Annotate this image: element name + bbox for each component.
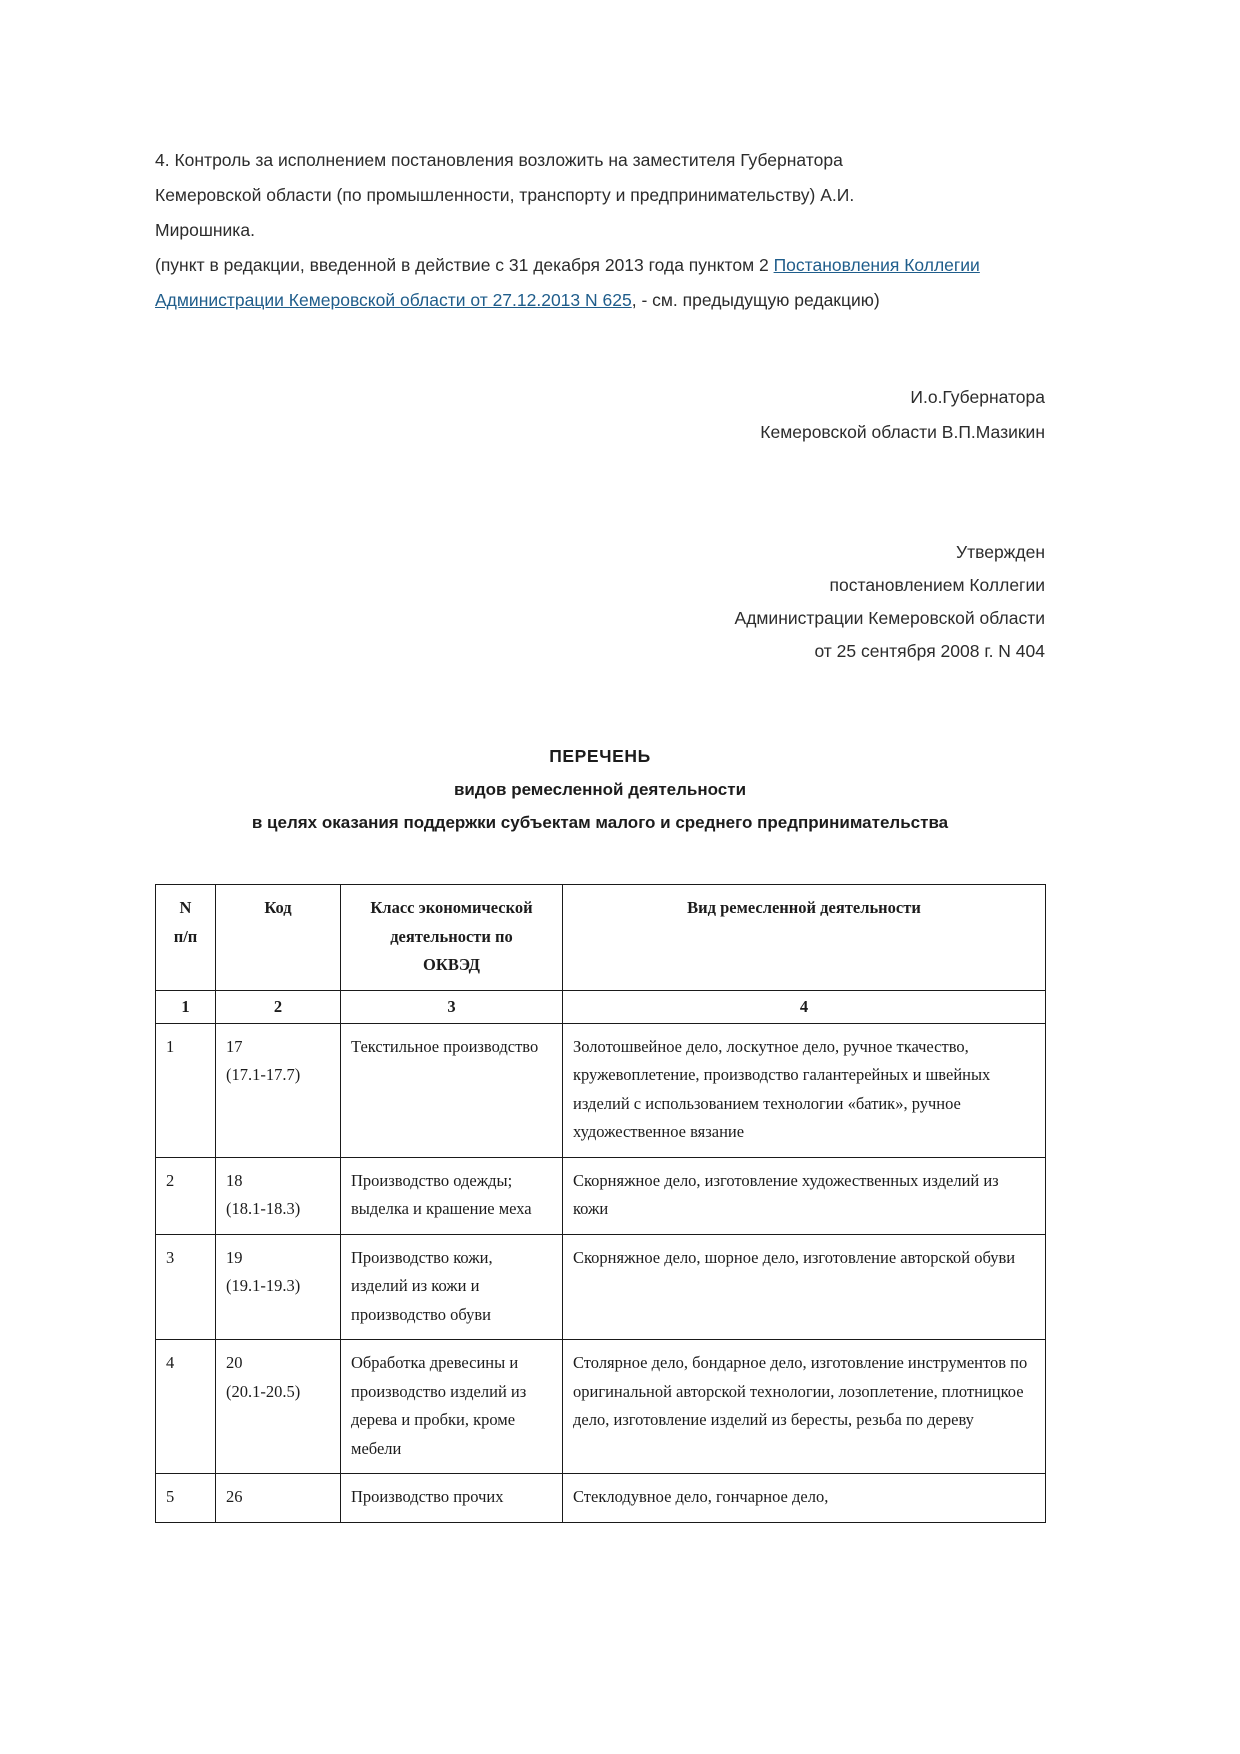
clause-line-3: Мирошника. [155, 220, 255, 240]
row-code-range: (18.1-18.3) [226, 1199, 301, 1218]
clause-line-2: Кемеровской области (по промышленности, транспорту и предпринимательству) А.И. [155, 185, 855, 205]
row-code-main: 17 [226, 1036, 243, 1056]
title-block [155, 740, 1045, 839]
header-class-line1: Класс экономической [370, 898, 533, 917]
row-number: 3 [156, 1234, 216, 1340]
row-code [216, 1474, 341, 1523]
row-code-main: 20 [226, 1353, 243, 1372]
signature-title: И.о.Губернатора [910, 387, 1045, 407]
row-code [216, 1157, 341, 1234]
clause-paragraph [155, 143, 1045, 318]
row-class: Производство прочих [341, 1474, 563, 1523]
header-number-line1: N [179, 898, 192, 917]
row-code [216, 1340, 341, 1474]
header-code: Код [216, 885, 341, 991]
table-body [156, 1023, 1046, 1522]
editorial-note-prefix: (пункт в редакции, введенной в действие с 31 декабря 2013 года пунктом 2 [155, 255, 774, 275]
row-kind: Стеклодувное дело, гончарное дело, [563, 1474, 1046, 1523]
signature-block [155, 380, 1045, 450]
page-subtitle-1: видов ремесленной деятельности [453, 780, 747, 799]
table-row [156, 1023, 1046, 1157]
page-title: ПЕРЕЧЕНЬ [549, 746, 651, 766]
colnum-1: 1 [156, 990, 216, 1023]
row-number: 2 [156, 1157, 216, 1234]
header-number [156, 885, 216, 991]
header-kind: Вид ремесленной деятельности [563, 885, 1046, 991]
table-row [156, 1234, 1046, 1340]
row-number: 1 [156, 1023, 216, 1157]
approval-line-1: Утвержден [955, 542, 1045, 562]
page-content [155, 0, 1045, 1523]
regulation-link[interactable]: Постановления Коллегии Администрации Кемеровской области от 27.12.2013 N 625 [155, 255, 980, 310]
row-class: Производство одежды; выделка и крашение меха [341, 1157, 563, 1234]
row-code-range: (19.1-19.3) [226, 1276, 301, 1295]
row-kind: Скорняжное дело, шорное дело, изготовление авторской обуви [563, 1234, 1046, 1340]
row-class: Текстильное производство [341, 1023, 563, 1157]
approval-block [155, 536, 1045, 668]
row-number: 4 [156, 1340, 216, 1474]
row-code-range: (20.1-20.5) [226, 1381, 301, 1401]
table-row [156, 1340, 1046, 1474]
table-row [156, 1157, 1046, 1234]
signature-name: Кемеровской области В.П.Мазикин [760, 422, 1045, 442]
table-header-row [156, 885, 1046, 991]
header-number-line2: п/п [173, 926, 198, 946]
row-number: 5 [156, 1474, 216, 1523]
row-class: Производство кожи, изделий из кожи и производство обуви [341, 1234, 563, 1340]
page-subtitle-2: в целях оказания поддержки субъектам малого и среднего предпринимательства [251, 813, 949, 832]
approval-line-2: постановлением Коллегии [829, 575, 1045, 595]
editorial-note-suffix: , - см. предыдущую редакцию) [631, 290, 880, 310]
header-class [341, 885, 563, 991]
table-row [156, 1474, 1046, 1523]
row-code-range: (17.1-17.7) [226, 1065, 301, 1084]
colnum-3: 3 [341, 990, 563, 1023]
row-class: Обработка древесины и производство изделий из дерева и пробки, кроме мебели [341, 1340, 563, 1474]
row-code-main: 18 [226, 1170, 243, 1190]
table-column-number-row [156, 990, 1046, 1023]
row-kind: Скорняжное дело, изготовление художественных изделий из кожи [563, 1157, 1046, 1234]
row-code [216, 1234, 341, 1340]
row-code-main: 26 [226, 1487, 243, 1506]
row-code-main: 19 [226, 1247, 243, 1267]
clause-line-1: 4. Контроль за исполнением постановления возложить на заместителя Губернатора [155, 150, 843, 170]
row-kind: Золотошвейное дело, лоскутное дело, ручное ткачество, кружевоплетение, производство галантерейных и швейных изделий с использованием технологии «батик», ручное художественное вязание [563, 1023, 1046, 1157]
colnum-4: 4 [563, 990, 1046, 1023]
header-class-line3: ОКВЭД [423, 955, 480, 974]
editorial-note [155, 248, 1045, 318]
approval-line-3: Администрации Кемеровской области [734, 608, 1045, 628]
header-class-line2: деятельности по [390, 926, 513, 946]
approval-line-4: от 25 сентября 2008 г. N 404 [814, 641, 1045, 661]
colnum-2: 2 [216, 990, 341, 1023]
row-kind: Столярное дело, бондарное дело, изготовление инструментов по оригинальной авторской технологии, лозоплетение, плотницкое дело, изготовление изделий из бересты, резьба по дереву [563, 1340, 1046, 1474]
row-code [216, 1023, 341, 1157]
activities-table [155, 884, 1046, 1523]
